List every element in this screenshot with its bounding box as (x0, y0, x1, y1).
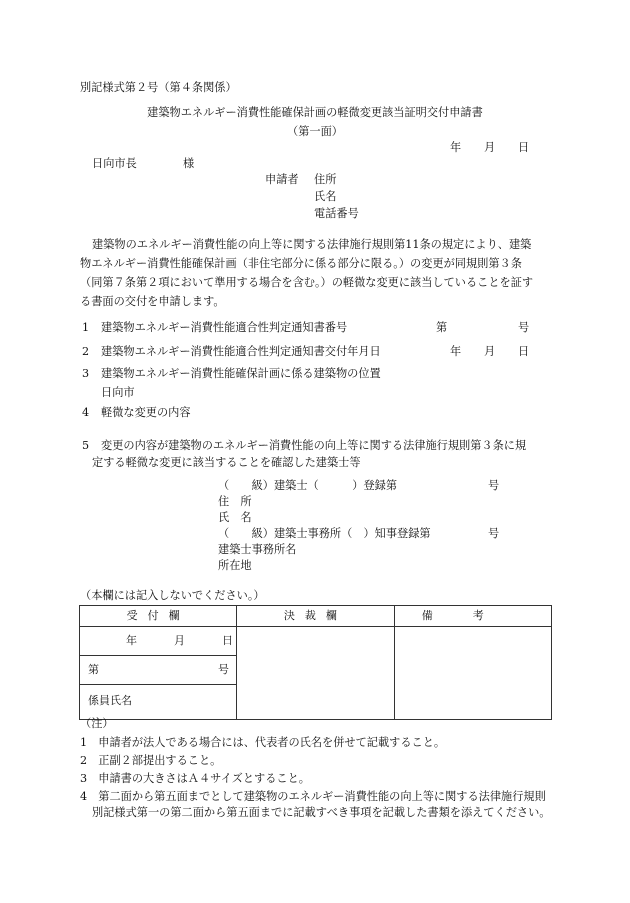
date-day-label: 日 (518, 141, 530, 154)
office-registration: （ 級）建築士事務所（ ）知事登録第 (218, 527, 431, 540)
note-1: 1 申請者が法人である場合には、代表者の氏名を併せて記載すること。 (80, 736, 446, 749)
intro-line-1: 建築物のエネルギー消費性能の向上等に関する法律施行規則第11条の規定により、建築 (92, 238, 532, 251)
architect-name-label: 氏 名 (218, 511, 252, 524)
page-title: 建築物エネルギー消費性能確保計画の軽微変更該当証明交付申請書 (147, 106, 483, 119)
item-4-number: 4 (82, 406, 90, 419)
note-2: 2 正副２部提出すること。 (80, 754, 222, 767)
reception-dai: 第 (88, 663, 99, 676)
intro-line-3: （同第７条第２項において準用する場合を含む。）の軽微な変更に該当していることを証す (80, 276, 534, 289)
remarks-header: 備考 (394, 606, 551, 627)
reception-number-cell[interactable] (80, 656, 237, 685)
architect-address-label: 住 所 (218, 495, 252, 508)
applicant-name-label: 氏名 (314, 190, 337, 203)
architect-registration: （ 級）建築士（ ）登録第 (218, 479, 398, 492)
item-1-go: 号 (518, 321, 530, 334)
date-year-label: 年 (450, 141, 462, 154)
item-3-number: 3 (82, 367, 90, 380)
intro-line-2: 物エネルギー消費性能確保計画（非住宅部分に係る部分に限る。）の変更が同規則第３条 (80, 257, 522, 270)
item-1-dai: 第 (436, 321, 448, 334)
addressee-honorific: 様 (183, 157, 195, 170)
reception-month: 月 (174, 634, 185, 647)
office-registration-go: 号 (488, 527, 500, 540)
note-3: 3 申請書の大きさはＡ４サイズとすること。 (80, 772, 310, 785)
item-5-line-2: 定する軽微な変更に該当することを確認した建築士等 (92, 456, 361, 469)
page-subtitle: （第一面） (287, 125, 343, 138)
architect-registration-go: 号 (488, 479, 500, 492)
reception-day: 日 (222, 634, 233, 647)
intro-line-4: る書面の交付を申請します。 (80, 295, 225, 308)
form-id: 別記様式第２号（第４条関係） (80, 81, 237, 94)
applicant-phone-label: 電話番号 (314, 207, 359, 220)
item-4-text: 軽微な変更の内容 (101, 406, 191, 419)
item-3-value: 日向市 (101, 386, 135, 399)
item-2-number: 2 (82, 345, 90, 358)
applicant-label: 申請者 (265, 173, 299, 186)
note-4-line-2: 別記様式第一の第二面から第五面までに記載すべき事項を記載した書類を添えてください。 (92, 806, 551, 819)
reception-staff-cell[interactable] (80, 685, 237, 720)
item-1-text: 建築物エネルギー消費性能適合性判定通知書番号 (101, 321, 348, 334)
date-month-label: 月 (484, 141, 496, 154)
item-5-line-1: 変更の内容が建築物のエネルギー消費性能の向上等に関する法律施行規則第３条に規 (101, 439, 527, 452)
item-1-number: 1 (82, 321, 90, 334)
remarks-cell[interactable] (394, 627, 551, 720)
staff-name-label: 係員氏名 (88, 694, 132, 707)
notes-heading: （注） (80, 717, 114, 730)
item-3-text: 建築物エネルギー消費性能確保計画に係る建築物の位置 (101, 367, 381, 380)
item-5-number: 5 (82, 439, 90, 452)
office-name-label: 建築士事務所名 (218, 543, 297, 556)
decision-header: 決裁欄 (237, 606, 394, 627)
note-4-line-1: 4 第二面から第五面までとして建築物のエネルギー消費性能の向上等に関する法律施行規則 (80, 790, 546, 803)
item-2-year: 年 (450, 345, 462, 358)
reception-go: 号 (218, 663, 229, 676)
reception-date-cell[interactable] (80, 627, 237, 656)
applicant-address-label: 住所 (314, 173, 337, 186)
item-2-text: 建築物エネルギー消費性能適合性判定通知書交付年月日 (101, 345, 381, 358)
office-use-note: （本欄には記入しないでください。） (80, 589, 265, 602)
item-2-month: 月 (484, 345, 496, 358)
office-location-label: 所在地 (218, 559, 252, 572)
decision-cell[interactable] (237, 627, 394, 720)
addressee-name: 日向市長 (92, 157, 137, 170)
reception-year: 年 (126, 634, 137, 647)
office-use-table (79, 605, 552, 720)
reception-header: 受付欄 (80, 606, 237, 627)
item-2-day: 日 (518, 345, 530, 358)
